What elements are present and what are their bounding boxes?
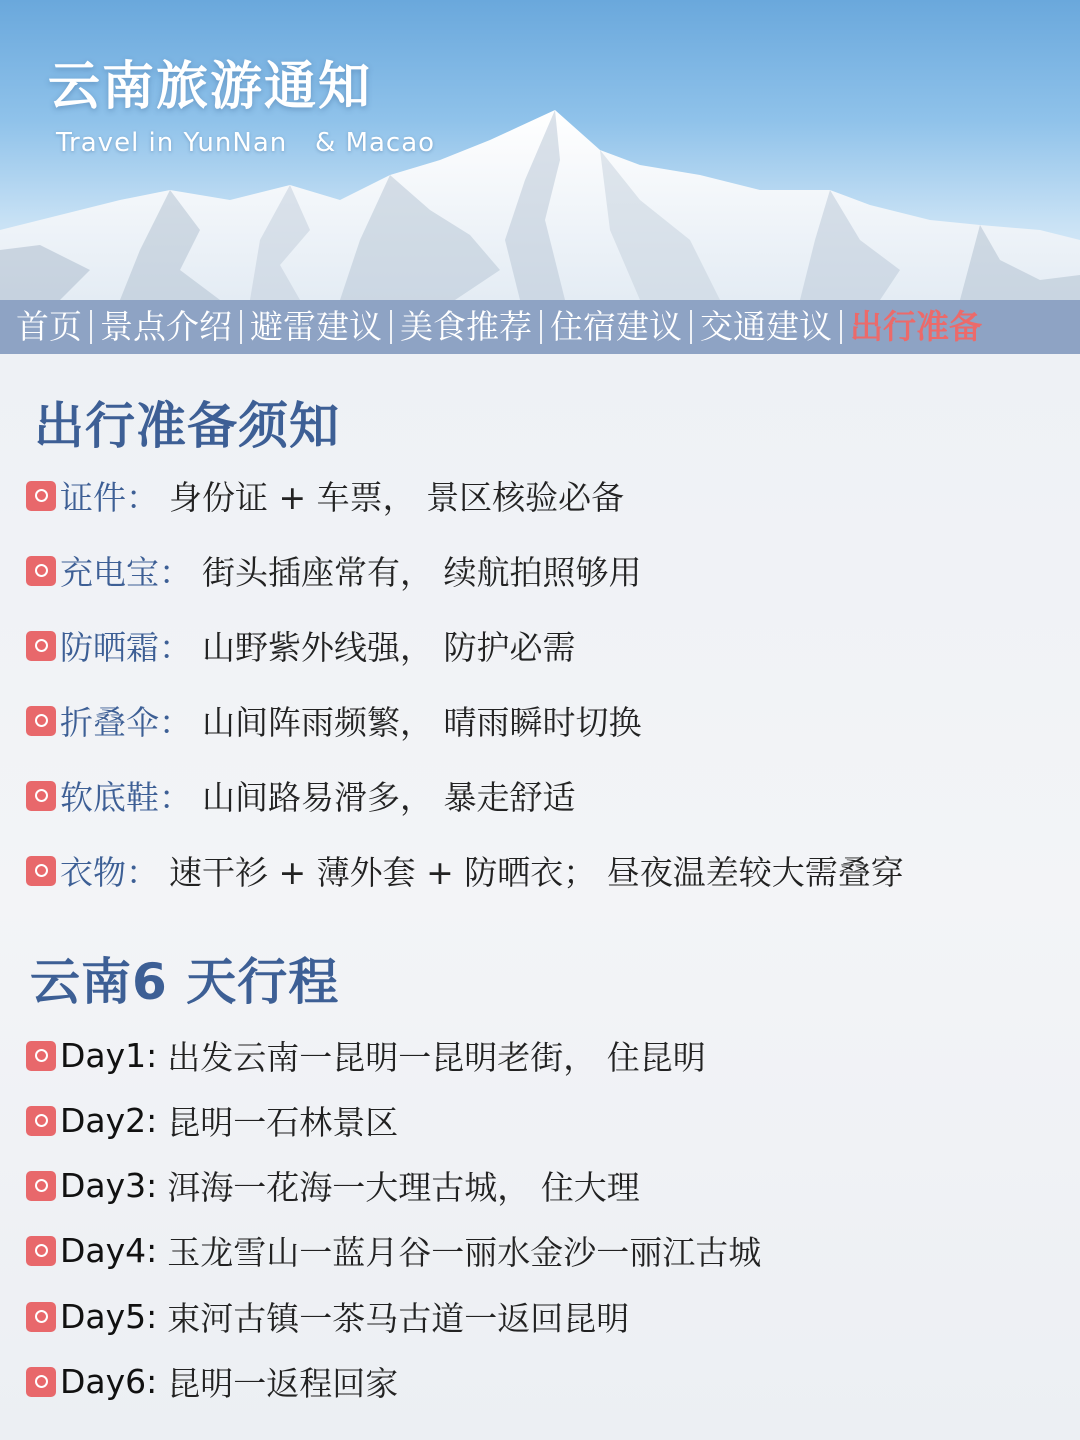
list-item xyxy=(26,472,624,519)
item-separator: ： xyxy=(126,478,159,517)
circle-bullet-icon xyxy=(26,631,56,661)
circle-bullet-icon xyxy=(26,1041,56,1071)
nav-item-home[interactable]: 首页 xyxy=(16,307,82,346)
item-desc: 山间路易滑多， 暴走舒适 xyxy=(202,778,576,817)
nav-item-pitfalls[interactable]: 避雷建议 xyxy=(250,307,382,346)
list-item xyxy=(26,547,642,594)
day-label: Day5: xyxy=(60,1297,158,1336)
list-item xyxy=(26,622,576,669)
circle-bullet-icon xyxy=(26,781,56,811)
day-label: Day6: xyxy=(60,1362,158,1401)
circle-bullet-icon xyxy=(26,856,56,886)
nav-divider xyxy=(390,310,392,344)
day-desc: 洱海一花海一大理古城， 住大理 xyxy=(167,1168,640,1207)
list-item xyxy=(26,1097,398,1144)
day-desc: 出发云南一昆明一昆明老街， 住昆明 xyxy=(167,1038,706,1077)
item-label: 折叠伞 xyxy=(60,703,159,742)
app-title: 云南旅游通知 xyxy=(48,57,373,117)
nav-item-attractions[interactable]: 景点介绍 xyxy=(100,307,232,346)
day-label: Day2: xyxy=(60,1101,158,1140)
list-item xyxy=(26,1358,398,1405)
day-label: Day1: xyxy=(60,1036,158,1075)
list-item xyxy=(26,1227,761,1274)
circle-bullet-icon xyxy=(26,706,56,736)
item-label: 软底鞋 xyxy=(60,778,159,817)
app-subtitle: Travel in YunNan & Macao xyxy=(56,128,436,158)
circle-bullet-icon xyxy=(26,1236,56,1266)
circle-bullet-icon xyxy=(26,481,56,511)
circle-bullet-icon xyxy=(26,1106,56,1136)
day-desc: 昆明一石林景区 xyxy=(167,1103,399,1142)
nav-item-travel-prep[interactable]: 出行准备 xyxy=(850,307,982,346)
nav-divider xyxy=(840,310,842,344)
item-label: 充电宝 xyxy=(60,553,159,592)
item-separator: ： xyxy=(159,628,192,667)
prep-section-title: 出行准备须知 xyxy=(34,397,340,455)
header-banner xyxy=(0,0,1080,300)
item-separator: ： xyxy=(159,703,192,742)
day-desc: 玉龙雪山一蓝月谷一丽水金沙一丽江古城 xyxy=(167,1233,762,1272)
circle-bullet-icon xyxy=(26,1302,56,1332)
nav-divider xyxy=(240,310,242,344)
day-label: Day4: xyxy=(60,1231,158,1270)
nav-divider xyxy=(690,310,692,344)
day-desc: 束河古镇一茶马古道一返回昆明 xyxy=(167,1299,630,1338)
circle-bullet-icon xyxy=(26,1171,56,1201)
nav-item-transport[interactable]: 交通建议 xyxy=(700,307,832,346)
item-separator: ： xyxy=(126,853,159,892)
item-label: 衣物 xyxy=(60,853,126,892)
nav-divider xyxy=(90,310,92,344)
day-desc: 昆明一返程回家 xyxy=(167,1364,399,1403)
itinerary-section-title: 云南6 天行程 xyxy=(30,953,340,1011)
item-desc: 速干衫 + 薄外套 + 防晒衣； 昼夜温差较大需叠穿 xyxy=(169,853,904,892)
day-label: Day3: xyxy=(60,1166,158,1205)
circle-bullet-icon xyxy=(26,1367,56,1397)
nav-divider xyxy=(540,310,542,344)
item-separator: ： xyxy=(159,778,192,817)
list-item xyxy=(26,1293,629,1340)
nav-item-food[interactable]: 美食推荐 xyxy=(400,307,532,346)
list-item xyxy=(26,697,642,744)
item-desc: 山间阵雨频繁， 晴雨瞬时切换 xyxy=(202,703,642,742)
list-item xyxy=(26,1162,640,1209)
list-item xyxy=(26,847,904,894)
item-label: 防晒霜 xyxy=(60,628,159,667)
nav-bar xyxy=(0,300,1080,354)
item-desc: 山野紫外线强， 防护必需 xyxy=(202,628,576,667)
circle-bullet-icon xyxy=(26,556,56,586)
item-separator: ： xyxy=(159,553,192,592)
item-desc: 街头插座常有， 续航拍照够用 xyxy=(202,553,642,592)
item-label: 证件 xyxy=(60,478,126,517)
item-desc: 身份证 + 车票， 景区核验必备 xyxy=(169,478,625,517)
list-item xyxy=(26,1032,706,1079)
list-item xyxy=(26,772,576,819)
nav-item-lodging[interactable]: 住宿建议 xyxy=(550,307,682,346)
